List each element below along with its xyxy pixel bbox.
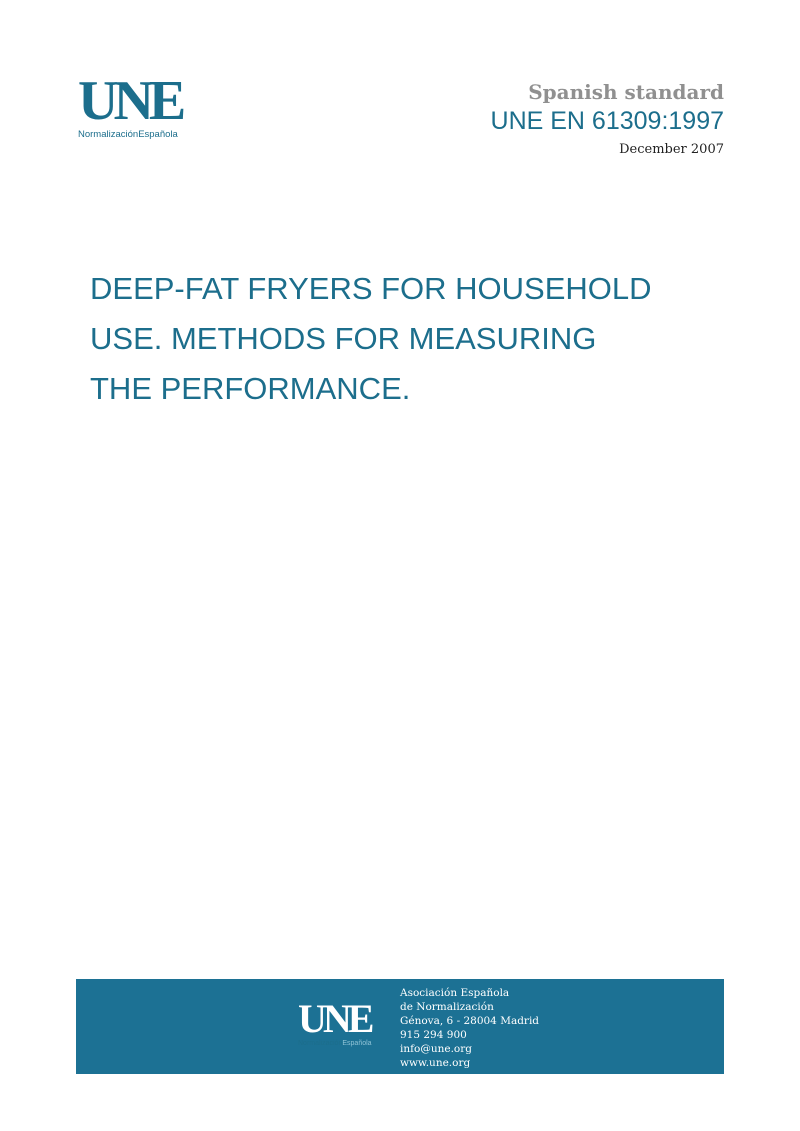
- organization-address: Génova, 6 - 28004 Madrid: [400, 1015, 540, 1027]
- une-logo: [78, 70, 198, 146]
- logo-subtitle-part-a: Normalización: [78, 129, 139, 140]
- publication-date: December 2007: [619, 142, 724, 157]
- title-line: THE PERFORMANCE.: [90, 371, 411, 406]
- footer-une-logo: [298, 996, 388, 1047]
- organization-website: www.une.org: [400, 1057, 471, 1069]
- une-logo-mark: UNE: [78, 70, 182, 132]
- title-line: USE. METHODS FOR MEASURING: [90, 321, 597, 356]
- document-kind: Spanish standard: [528, 80, 724, 104]
- document-header: [491, 80, 724, 158]
- organization-email: info@une.org: [400, 1043, 472, 1055]
- organization-name: Asociación Española: [400, 987, 510, 999]
- logo-subtitle-part-b: Española: [138, 129, 178, 140]
- footer-band: [76, 979, 724, 1074]
- document-title: [90, 264, 730, 414]
- footer-logo-mark: UNE: [298, 996, 371, 1041]
- organization-name-cont: de Normalización: [400, 1001, 494, 1013]
- footer-logo-subtitle-part-a: Normalización: [298, 1040, 343, 1047]
- standard-code: UNE EN 61309:1997: [490, 107, 724, 135]
- organization-contact: [400, 986, 539, 1070]
- footer-logo-subtitle-part-b: Española: [342, 1040, 372, 1047]
- title-line: DEEP-FAT FRYERS FOR HOUSEHOLD: [90, 271, 652, 306]
- organization-phone: 915 294 900: [400, 1029, 467, 1041]
- footer-logo-subtitle: [298, 1040, 388, 1047]
